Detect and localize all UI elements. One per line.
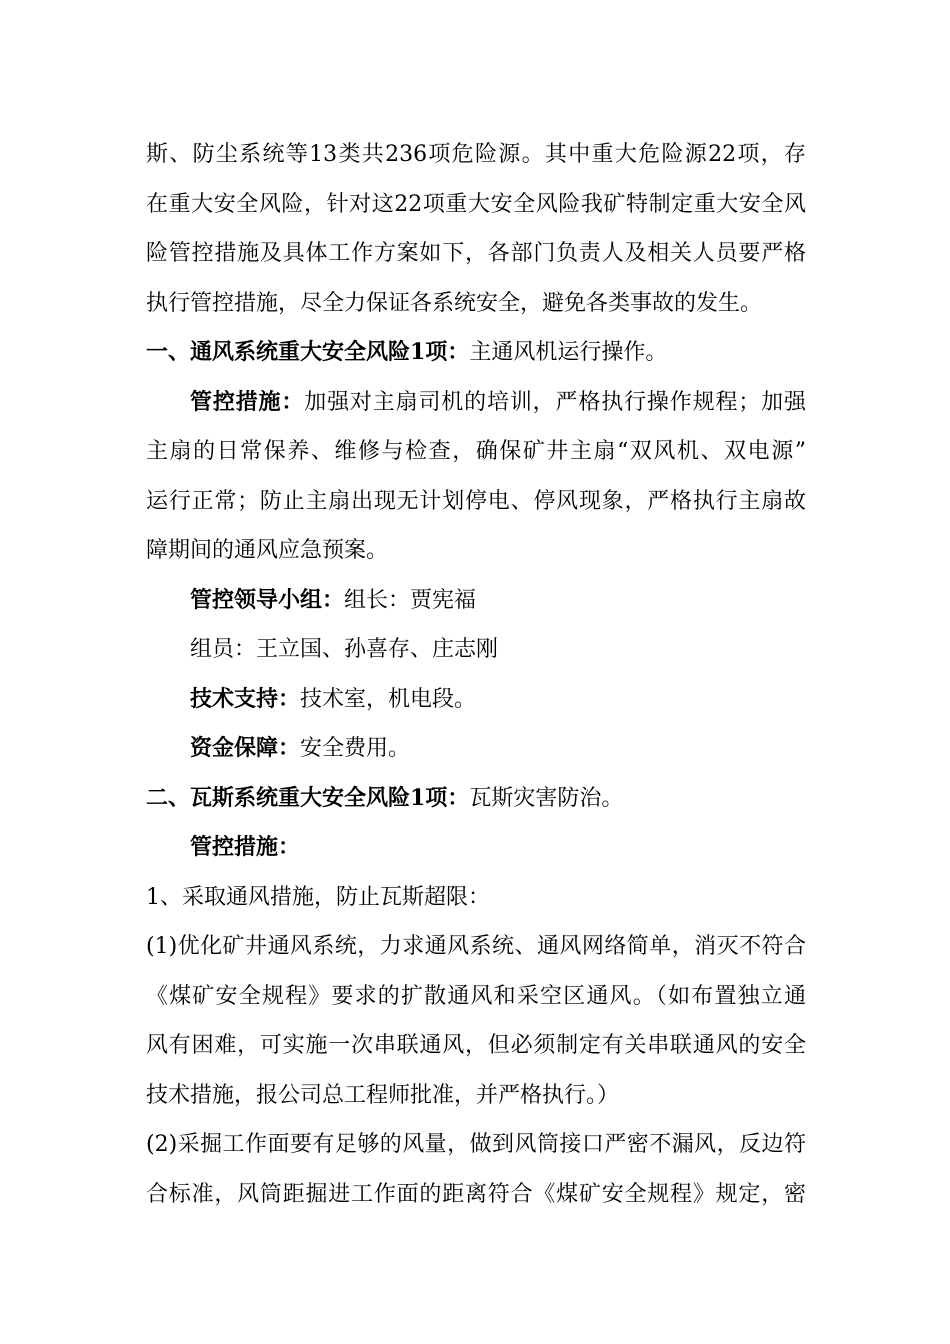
members-line: 组员：王立国、孙喜存、庄志刚 bbox=[190, 637, 499, 662]
section-heading-text: 瓦斯灾害防治。 bbox=[469, 785, 624, 811]
section-heading-gas bbox=[146, 774, 806, 824]
measures-text: 加强对主扇司机的培训，严格执行操作规程；加强 bbox=[304, 389, 806, 415]
paragraph-line: 执行管控措施，尽全力保证各系统安全，避免各类事故的发生。 bbox=[146, 290, 763, 316]
measures-label: 管控措施： bbox=[190, 388, 305, 415]
document-body bbox=[146, 130, 806, 1219]
section-heading-ventilation bbox=[146, 328, 806, 378]
tech-support-label: 技术支持： bbox=[190, 685, 301, 712]
paragraph-line: 险管控措施及具体工作方案如下，各部门负责人及相关人员要严格 bbox=[146, 241, 806, 266]
tech-support-line bbox=[146, 675, 806, 725]
leader-group-value: 组长：贾宪福 bbox=[344, 587, 477, 613]
paragraph-line: 合标准，风筒距掘进工作面的距离符合《煤矿安全规程》规定，密 bbox=[146, 1181, 806, 1207]
funding-line bbox=[146, 724, 806, 774]
paragraph-line: (2)采掘工作面要有足够的风量，做到风筒接口严密不漏风，反边符 bbox=[146, 1132, 806, 1157]
paragraph-line: 《煤矿安全规程》要求的扩散通风和采空区通风。（如布置独立通 bbox=[146, 983, 806, 1009]
funding-label: 资金保障： bbox=[190, 735, 301, 761]
paragraph-line: 障期间的通风应急预案。 bbox=[146, 538, 389, 563]
leader-group-label: 管控领导小组： bbox=[190, 586, 345, 613]
list-item: 1、采取通风措施，防止瓦斯超限： bbox=[146, 884, 490, 910]
section-heading-label: 二、瓦斯系统重大安全风险1项： bbox=[146, 784, 470, 811]
paragraph-line: 在重大安全风险，针对这22项重大安全风险我矿特制定重大安全风 bbox=[146, 191, 806, 217]
paragraph-line: 运行正常；防止主扇出现无计划停电、停风现象，严格执行主扇故 bbox=[146, 488, 806, 514]
paragraph-line: 主扇的日常保养、维修与检查，确保矿井主扇“双风机、双电源” bbox=[146, 439, 806, 464]
paragraph-line: 风有困难，可实施一次串联通风，但必须制定有关串联通风的安全 bbox=[146, 1033, 806, 1058]
paragraph-line: 技术措施，报公司总工程师批准，并严格执行。） bbox=[146, 1082, 620, 1108]
section-heading-text: 主通风机运行操作。 bbox=[469, 340, 668, 365]
funding-value: 安全费用。 bbox=[300, 736, 411, 761]
measures-label: 管控措施： bbox=[190, 834, 301, 860]
leader-group-line bbox=[146, 576, 806, 626]
paragraph-line: 斯、防尘系统等13类共236项危险源。其中重大危险源22项，存 bbox=[146, 142, 806, 167]
tech-support-value: 技术室，机电段。 bbox=[300, 686, 477, 712]
measures-line bbox=[146, 378, 806, 428]
section-heading-label: 一、通风系统重大安全风险1项： bbox=[146, 339, 470, 365]
paragraph-line: (1)优化矿井通风系统，力求通风系统、通风网络简单，消灭不符合 bbox=[146, 934, 806, 959]
